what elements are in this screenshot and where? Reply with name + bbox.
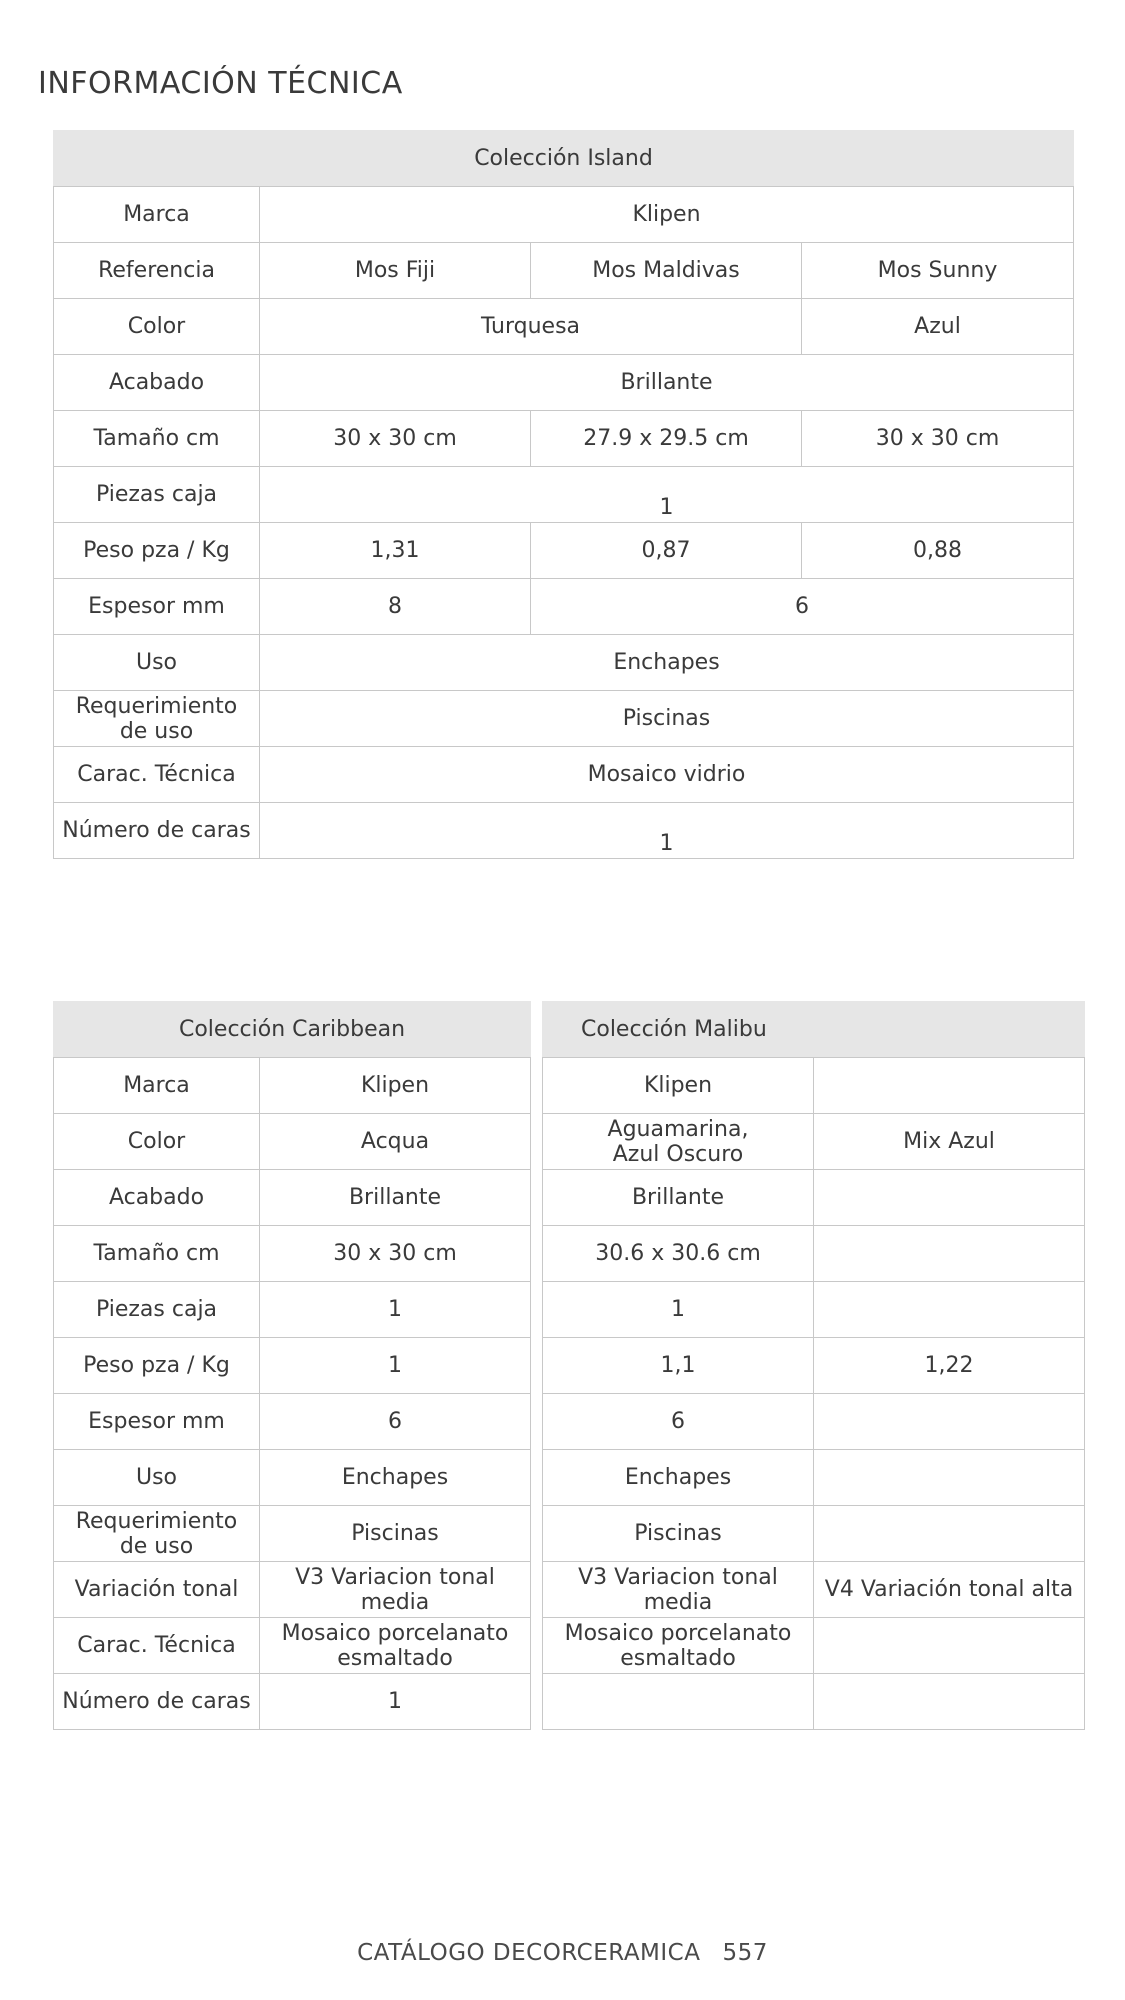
table-row xyxy=(543,1506,1085,1562)
cell-value: 1 xyxy=(260,467,1074,523)
table-header-row xyxy=(54,131,1074,187)
value-line: V3 Variacion tonal xyxy=(578,1564,778,1590)
value-line: Mosaico porcelanato xyxy=(281,1620,509,1646)
cell-value: 1,1 xyxy=(543,1338,814,1394)
cell-value: Turquesa xyxy=(260,299,802,355)
table-row xyxy=(54,1618,531,1674)
table-row xyxy=(54,1058,531,1114)
cell-value: 8 xyxy=(260,579,531,635)
cell-value: Brillante xyxy=(543,1170,814,1226)
table-row xyxy=(54,1394,531,1450)
row-label: Referencia xyxy=(54,243,260,299)
cell-value: Piscinas xyxy=(260,1506,531,1562)
value-line: Azul Oscuro xyxy=(612,1141,744,1167)
cell-value xyxy=(814,1506,1085,1562)
table-row xyxy=(543,1618,1085,1674)
cell-value: Brillante xyxy=(260,1170,531,1226)
collection-header: Colección Caribbean xyxy=(54,1002,531,1058)
cell-value: Enchapes xyxy=(260,635,1074,691)
cell-value xyxy=(814,1282,1085,1338)
malibu-spec-table xyxy=(542,1001,1085,1730)
cell-value: Piscinas xyxy=(543,1506,814,1562)
cell-value: Mix Azul xyxy=(814,1114,1085,1170)
table-row xyxy=(543,1114,1085,1170)
cell-value xyxy=(814,1450,1085,1506)
page-footer xyxy=(0,1940,1125,1966)
row-label: Tamaño cm xyxy=(54,411,260,467)
row-label: Uso xyxy=(54,1450,260,1506)
row-label: Piezas caja xyxy=(54,467,260,523)
row-label: Tamaño cm xyxy=(54,1226,260,1282)
value-line: media xyxy=(360,1589,430,1615)
cell-value: Mos Fiji xyxy=(260,243,531,299)
table-row xyxy=(54,1226,531,1282)
cell-value: Klipen xyxy=(260,1058,531,1114)
cell-value: 1 xyxy=(260,1282,531,1338)
value-line: esmaltado xyxy=(337,1645,453,1671)
row-label: Uso xyxy=(54,635,260,691)
table-row xyxy=(54,691,1074,747)
cell-value: 0,88 xyxy=(802,523,1074,579)
row-label xyxy=(54,1506,260,1562)
cell-value: 1,22 xyxy=(814,1338,1085,1394)
cell-value xyxy=(260,1562,531,1618)
table-row xyxy=(54,523,1074,579)
row-label xyxy=(54,691,260,747)
cell-value: Mosaico vidrio xyxy=(260,747,1074,803)
table-row xyxy=(54,579,1074,635)
collection-header: Colección Malibu xyxy=(543,1002,1085,1058)
table-row xyxy=(54,355,1074,411)
cell-value: 30 x 30 cm xyxy=(802,411,1074,467)
cell-value: 1 xyxy=(260,803,1074,859)
cell-value: 27.9 x 29.5 cm xyxy=(531,411,802,467)
table-row xyxy=(54,467,1074,523)
cell-value xyxy=(543,1562,814,1618)
row-label: Marca xyxy=(54,1058,260,1114)
row-label: Espesor mm xyxy=(54,1394,260,1450)
collection-header: Colección Island xyxy=(54,131,1074,187)
cell-value: Piscinas xyxy=(260,691,1074,747)
table-row xyxy=(54,803,1074,859)
cell-value xyxy=(543,1114,814,1170)
table-row xyxy=(54,1506,531,1562)
page-title: INFORMACIÓN TÉCNICA xyxy=(38,66,403,101)
cell-value: Enchapes xyxy=(543,1450,814,1506)
value-line: media xyxy=(643,1589,713,1615)
cell-value: Mos Maldivas xyxy=(531,243,802,299)
table-row xyxy=(543,1338,1085,1394)
value-line: Aguamarina, xyxy=(607,1116,749,1142)
cell-value: 30 x 30 cm xyxy=(260,1226,531,1282)
cell-value: 6 xyxy=(260,1394,531,1450)
cell-value xyxy=(543,1618,814,1674)
table-row xyxy=(543,1674,1085,1730)
cell-value: 0,87 xyxy=(531,523,802,579)
cell-value: 1 xyxy=(260,1674,531,1730)
value-line: V3 Variacion tonal xyxy=(295,1564,495,1590)
table-row xyxy=(543,1282,1085,1338)
table-row xyxy=(543,1450,1085,1506)
row-label: Carac. Técnica xyxy=(54,1618,260,1674)
cell-value xyxy=(260,1618,531,1674)
table-row xyxy=(54,1338,531,1394)
row-label: Número de caras xyxy=(54,1674,260,1730)
cell-value xyxy=(814,1170,1085,1226)
cell-value: Azul xyxy=(802,299,1074,355)
row-label: Peso pza / Kg xyxy=(54,523,260,579)
label-line: de uso xyxy=(119,718,194,744)
table-row xyxy=(54,187,1074,243)
cell-value: Acqua xyxy=(260,1114,531,1170)
table-row xyxy=(54,299,1074,355)
cell-value: 1,31 xyxy=(260,523,531,579)
row-label: Color xyxy=(54,299,260,355)
value-line: Mosaico porcelanato xyxy=(564,1620,792,1646)
table-row xyxy=(54,747,1074,803)
table-row xyxy=(54,1170,531,1226)
value-line: esmaltado xyxy=(620,1645,736,1671)
table-row xyxy=(54,1282,531,1338)
table-row xyxy=(54,411,1074,467)
table-row xyxy=(54,1114,531,1170)
table-row xyxy=(54,1562,531,1618)
cell-value: Enchapes xyxy=(260,1450,531,1506)
table-header-row xyxy=(543,1002,1085,1058)
row-label: Peso pza / Kg xyxy=(54,1338,260,1394)
cell-value: 6 xyxy=(531,579,1074,635)
cell-value: 1 xyxy=(260,1338,531,1394)
row-label: Carac. Técnica xyxy=(54,747,260,803)
cell-value xyxy=(814,1226,1085,1282)
table-row xyxy=(543,1394,1085,1450)
cell-value: Klipen xyxy=(260,187,1074,243)
cell-value: Klipen xyxy=(543,1058,814,1114)
island-spec-table xyxy=(53,130,1074,859)
label-line: de uso xyxy=(119,1533,194,1559)
page-number: 557 xyxy=(722,1940,768,1966)
table-header-row xyxy=(54,1002,531,1058)
row-label: Espesor mm xyxy=(54,579,260,635)
cell-value xyxy=(814,1674,1085,1730)
cell-value: Brillante xyxy=(260,355,1074,411)
cell-value xyxy=(814,1618,1085,1674)
cell-value xyxy=(814,1394,1085,1450)
cell-value: 30.6 x 30.6 cm xyxy=(543,1226,814,1282)
row-label: Marca xyxy=(54,187,260,243)
table-row xyxy=(54,243,1074,299)
cell-value: V4 Variación tonal alta xyxy=(814,1562,1085,1618)
cell-value xyxy=(543,1674,814,1730)
label-line: Requerimiento xyxy=(75,693,238,719)
table-row xyxy=(543,1562,1085,1618)
catalog-name: CATÁLOGO DECORCERAMICA xyxy=(357,1940,701,1966)
table-row xyxy=(543,1170,1085,1226)
caribbean-spec-table xyxy=(53,1001,531,1730)
cell-value: 6 xyxy=(543,1394,814,1450)
table-row xyxy=(54,635,1074,691)
row-label: Color xyxy=(54,1114,260,1170)
row-label: Número de caras xyxy=(54,803,260,859)
table-row xyxy=(543,1058,1085,1114)
cell-value: 1 xyxy=(543,1282,814,1338)
row-label: Acabado xyxy=(54,1170,260,1226)
table-row xyxy=(543,1226,1085,1282)
cell-value xyxy=(814,1058,1085,1114)
cell-value: Mos Sunny xyxy=(802,243,1074,299)
cell-value: 30 x 30 cm xyxy=(260,411,531,467)
table-row xyxy=(54,1450,531,1506)
row-label: Piezas caja xyxy=(54,1282,260,1338)
row-label: Acabado xyxy=(54,355,260,411)
row-label: Variación tonal xyxy=(54,1562,260,1618)
table-row xyxy=(54,1674,531,1730)
label-line: Requerimiento xyxy=(75,1508,238,1534)
